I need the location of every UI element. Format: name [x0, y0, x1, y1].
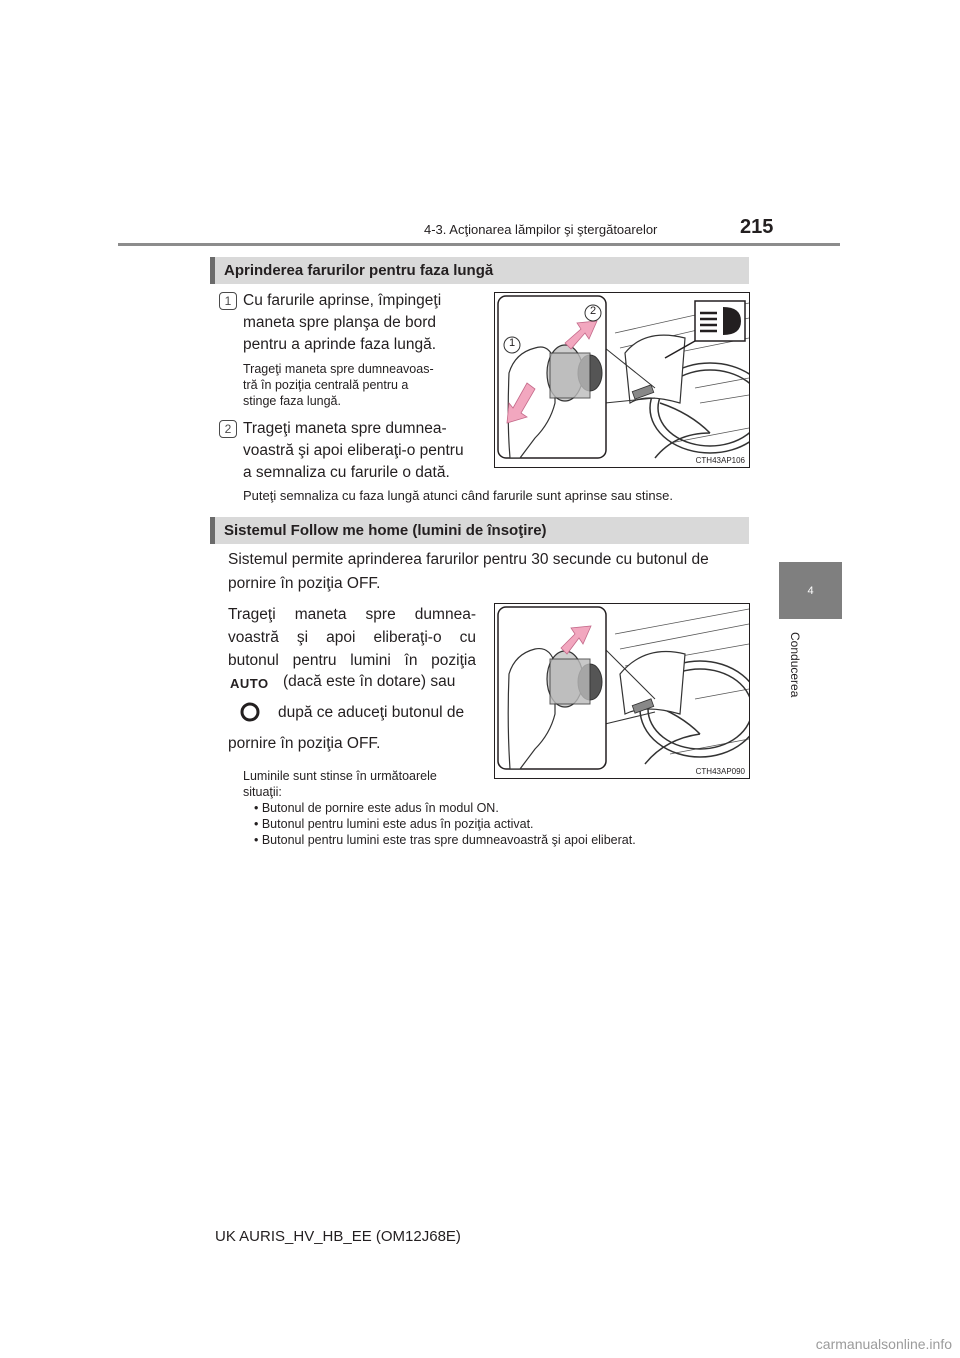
step2-line: Trageţi maneta spre dumnea-: [243, 420, 447, 437]
chapter-side-label: [788, 632, 802, 712]
section-header-follow-me-home: [210, 517, 749, 544]
list-item: • Butonul pentru lumini este tras spre dumneavoastră şi apoi eliberat.: [254, 833, 636, 847]
callout-2: 2: [590, 305, 597, 317]
step2-text: [243, 418, 464, 484]
chapter-title: 4-3. Acţionarea lămpilor şi ştergătoarelor: [424, 222, 658, 237]
step1-note-line: stinge faza lungă.: [243, 394, 341, 408]
section2-paragraph: [228, 603, 476, 672]
step1-text: [243, 290, 441, 356]
chapter-tab-number: 4: [807, 585, 814, 597]
figure-code: CTH43AP090: [695, 767, 745, 776]
figure-high-beam-lever: [494, 292, 750, 468]
chapter-tab: [779, 562, 842, 619]
last-line: pornire în poziţia OFF.: [228, 735, 381, 752]
high-beam-illustration: [495, 293, 749, 467]
list-item: • Butonul de pornire este adus în modul ON.: [254, 801, 499, 815]
figure-code: CTH43AP106: [695, 456, 745, 465]
step1-line: Cu farurile aprinse, împingeţi: [243, 292, 442, 309]
paragraph-line: voastră şi apoi eliberaţi-o cu: [228, 629, 476, 646]
step1-line: pentru a aprinde faza lungă.: [243, 336, 437, 353]
step2-note: Puteţi semnaliza cu faza lungă atunci când farurile sunt aprinse sau stinse.: [243, 488, 673, 503]
figure-follow-me-home-lever: [494, 603, 750, 779]
intro-line: pornire în poziţia OFF.: [228, 575, 381, 592]
intro-line: Sistemul permite aprinderea farurilor pentru 30 secunde cu butonul de: [228, 551, 709, 568]
paragraph-line: butonul pentru lumini în poziţia: [228, 652, 476, 669]
section-header-accent: [210, 257, 215, 284]
watermark: carmanualsonline.info: [815, 1336, 952, 1352]
section-title: Aprinderea farurilor pentru faza lungă: [224, 262, 494, 279]
bullet-list: [254, 800, 636, 848]
step-number-badge: 2: [219, 420, 237, 438]
section-header-high-beam: [210, 257, 749, 284]
step2-line: a semnaliza cu farurile o dată.: [243, 464, 450, 481]
section-title: Sistemul Follow me home (lumini de însoţire): [224, 522, 547, 539]
step1-note-line: Trageţi maneta spre dumneavoas-: [243, 362, 434, 376]
step1-line: maneta spre planşa de bord: [243, 314, 437, 331]
step1-note: [243, 361, 434, 409]
step1-note-line: tră în poziţia centrală pentru a: [243, 378, 409, 392]
section2-intro: [228, 548, 750, 596]
list-item: • Butonul pentru lumini este adus în poziţia activat.: [254, 817, 534, 831]
paragraph-line: Trageţi maneta spre dumnea-: [228, 606, 476, 623]
light-ring-icon: [239, 701, 261, 728]
step-number-badge: 1: [219, 292, 237, 310]
header-rule: [118, 243, 840, 246]
page-number: 215: [740, 216, 774, 238]
auto-label: AUTO: [230, 676, 269, 691]
chapter-side-label-text: Conducerea: [788, 632, 802, 698]
section-header-accent: [210, 517, 215, 544]
auto-suffix: (dacă este în dotare) sau: [283, 673, 456, 690]
footer-model-code: UK AURIS_HV_HB_EE (OM12J68E): [215, 1228, 461, 1245]
callout-1: 1: [509, 337, 516, 349]
note-line: situaţii:: [243, 785, 282, 799]
icon-suffix: după ce aduceţi butonul de: [278, 704, 465, 721]
follow-me-home-illustration: [495, 604, 749, 778]
section2-note: [243, 768, 437, 800]
note-line: Luminile sunt stinse în următoarele: [243, 769, 437, 783]
step2-line: voastră şi apoi eliberaţi-o pentru: [243, 442, 464, 459]
